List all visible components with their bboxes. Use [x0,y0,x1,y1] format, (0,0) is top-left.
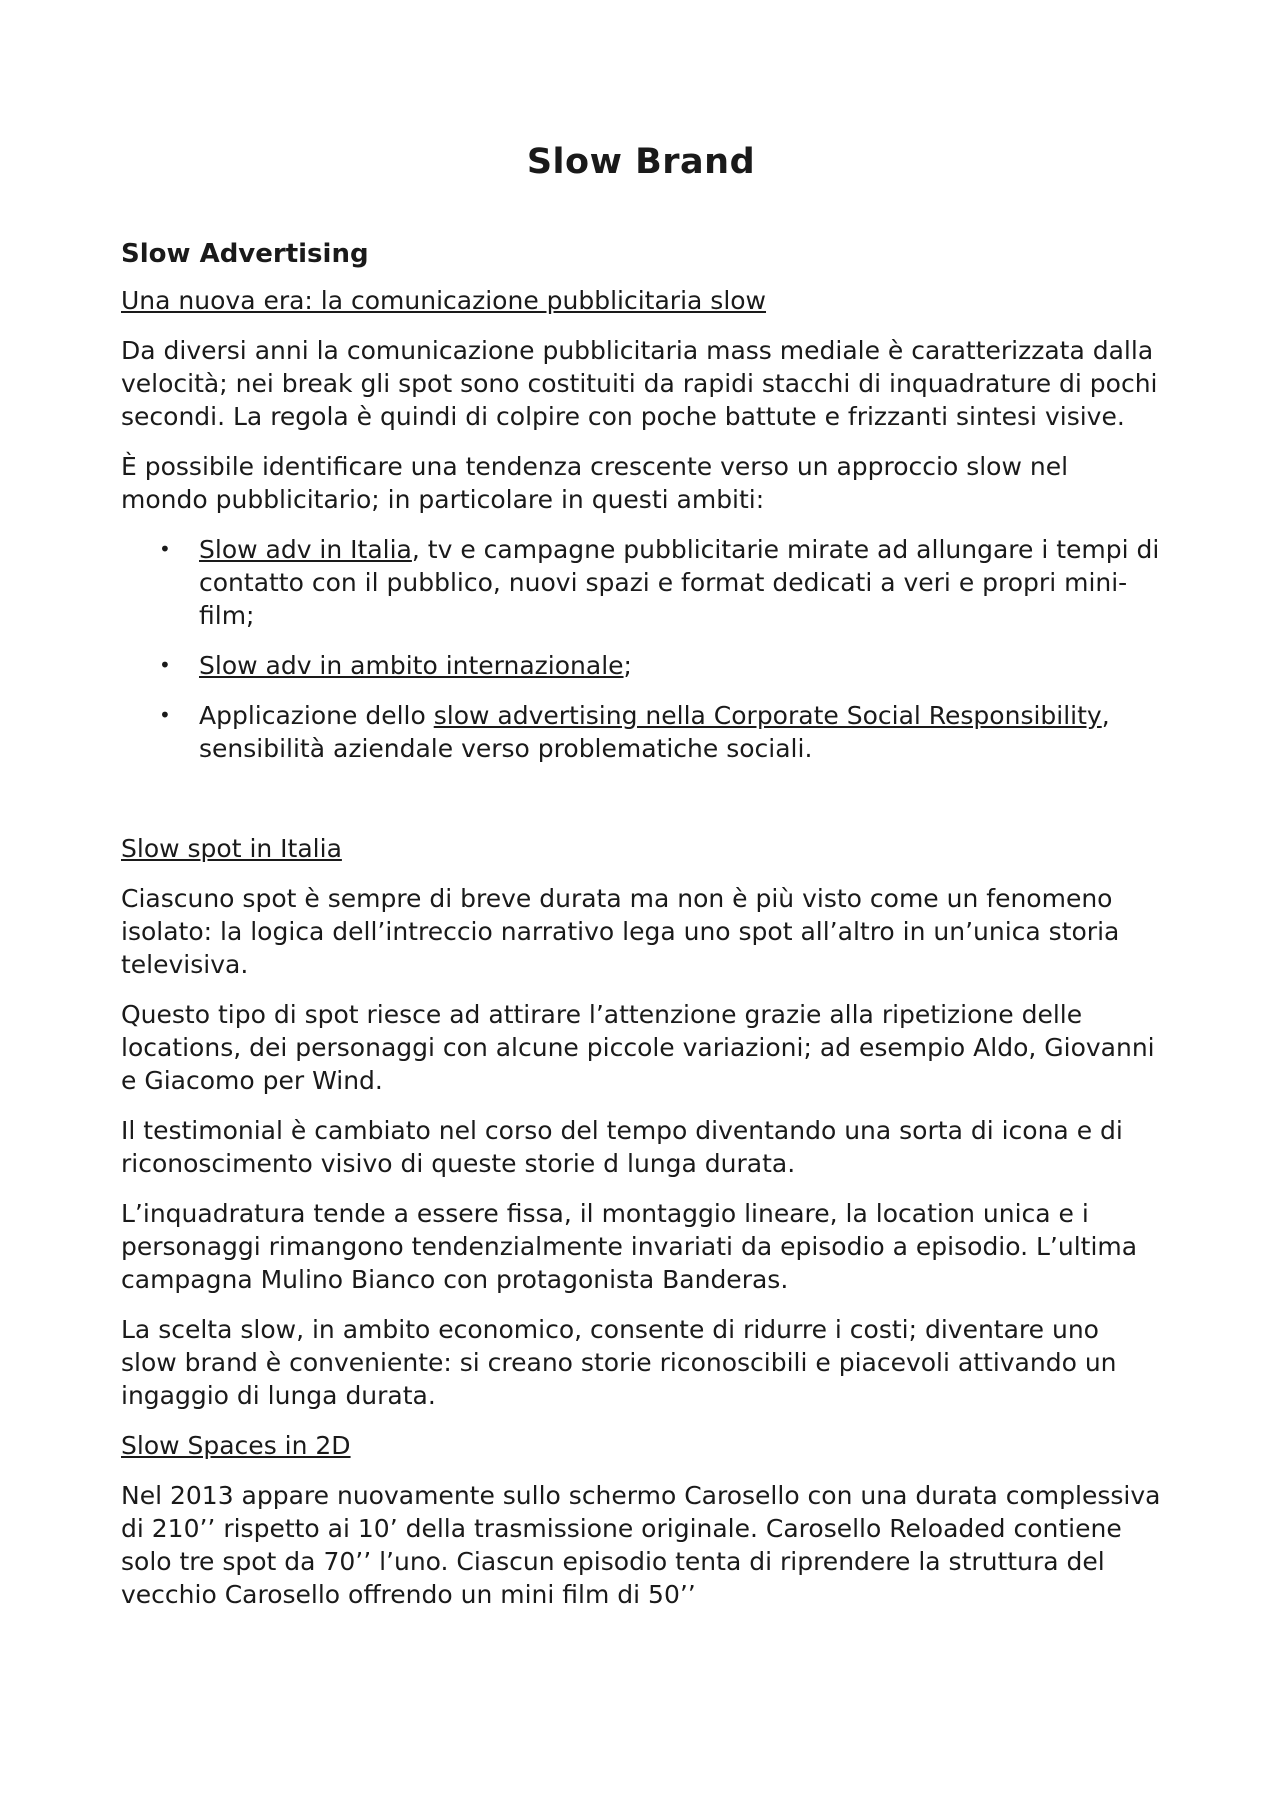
link-slow-adv-internazionale[interactable]: Slow adv in ambito internazionale [199,651,624,680]
list-item [121,533,1161,632]
paragraph-spot-breve: Ciascuno spot è sempre di breve durata ma non è più visto come un fenomeno isolato: la logica dell’intreccio narrativo lega uno spot all’altro in un’unica storia televisiva. [121,884,1120,979]
link-slow-adv-csr[interactable]: slow advertising nella Corporate Social Responsibility [433,701,1102,730]
document-page [121,140,1161,1628]
subheading-nuova-era: Una nuova era: la comunicazione pubblicitaria slow [121,286,767,315]
list-item-text: , sensibilità aziendale verso problematiche sociali. [199,701,1110,763]
subheading-slow-spot-italia: Slow spot in Italia [121,834,342,863]
bullet-icon: • [159,703,171,727]
list-item-prefix: Applicazione dello [199,701,434,730]
list-item [121,649,1161,682]
list-item-text: , tv e campagne pubblicitarie mirate ad allungare i tempi di contatto con il pubblico, nuovi spazi e format dedicati a veri e propri mini-film; [199,535,1160,630]
paragraph-testimonial: Il testimonial è cambiato nel corso del tempo diventando una sorta di icona e di riconoscimento visivo di queste storie d lunga durata. [121,1116,1123,1178]
bullet-icon: • [159,537,171,561]
paragraph-tendenza: È possibile identificare una tendenza crescente verso un approccio slow nel mondo pubblicitario; in particolare in questi ambiti: [121,452,1069,514]
list-item [121,699,1161,765]
paragraph-carosello: Nel 2013 appare nuovamente sullo schermo Carosello con una durata complessiva di 210’’ rispetto ai 10’ della trasmissione originale. Carosello Reloaded contiene solo tre spot da 70’’ l’uno. Ciascun episodio tenta di riprendere la struttura del vecchio Carosello offrendo un mini film di 50’’ [121,1481,1161,1609]
section-heading-slow-advertising: Slow Advertising [121,239,369,269]
bullet-icon: • [159,653,171,677]
paragraph-intro: Da diversi anni la comunicazione pubblicitaria mass mediale è caratterizzata dalla velocità; nei break gli spot sono costituiti da rapidi stacchi di inquadrature di pochi secondi. La regola è quindi di colpire con poche battute e frizzanti sintesi visive. [121,336,1158,431]
paragraph-ripetizione: Questo tipo di spot riesce ad attirare l’attenzione grazie alla ripetizione delle locations, dei personaggi con alcune piccole variazioni; ad esempio Aldo, Giovanni e Giacomo per Wind. [121,1000,1155,1095]
document-title: Slow Brand [526,142,756,182]
blank-line [121,782,1161,832]
paragraph-inquadratura: L’inquadratura tende a essere fissa, il montaggio lineare, la location unica e i personaggi rimangono tendenzialmente invariati da episodio a episodio. L’ultima campagna Mulino Bianco con protagonista Banderas. [121,1199,1138,1294]
link-slow-adv-italia[interactable]: Slow adv in Italia [199,535,412,564]
paragraph-scelta-slow: La scelta slow, in ambito economico, consente di ridurre i costi; diventare uno slow brand è conveniente: si creano storie riconoscibili e piacevoli attivando un ingaggio di lunga durata. [121,1315,1117,1410]
bullet-list-ambiti [121,533,1161,765]
list-item-text: ; [623,651,632,680]
subheading-slow-spaces-2d: Slow Spaces in 2D [121,1431,351,1460]
